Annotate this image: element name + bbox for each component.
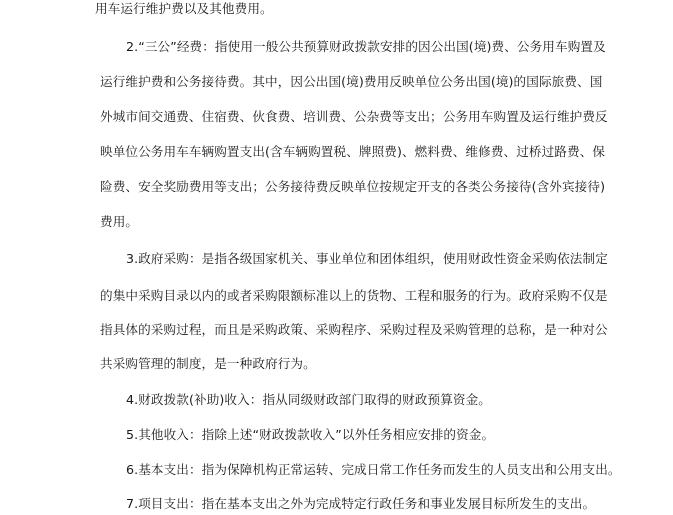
text-line-6: 险费、安全奖励费用等支出；公务接待费反映单位按规定开支的各类公务接待(含外宾接待) (100, 179, 606, 194)
text-line-13: 5.其他收入：指除上述“财政拨款收入”以外任务相应安排的资金。 (126, 427, 495, 442)
text-line-3: 运行维护费和公务接待费。其中，因公出国(境)费用反映单位公务出国(境)的国际旅费、国 (100, 74, 603, 89)
text-line-9: 的集中采购目录以内的或者采购限额标准以上的货物、工程和服务的行为。政府采购不仅是 (100, 288, 608, 303)
text-line-4: 外城市间交通费、住宿费、伙食费、培训费、公杂费等支出；公务用车购置及运行维护费反 (100, 109, 608, 124)
text-line-15: 7.项目支出：指在基本支出之外为完成特定行政任务和事业发展目标所发生的支出。 (126, 496, 596, 511)
text-line-12: 4.财政拨款(补助)收入：指从同级财政部门取得的财政预算资金。 (126, 392, 491, 407)
text-line-5: 映单位公务用车车辆购置支出(含车辆购置税、牌照费)、燃料费、维修费、过桥过路费、保 (100, 144, 606, 159)
text-line-11: 共采购管理的制度，是一种政府行为。 (100, 356, 316, 371)
text-line-10: 指具体的采购过程，而且是采购政策、采购程序、采购过程及采购管理的总称，是一种对公 (100, 322, 608, 337)
text-line-2: 2.“三公”经费：指使用一般公共预算财政拨款安排的因公出国(境)费、公务用车购置及 (126, 39, 606, 54)
text-line-7: 费用。 (100, 214, 139, 229)
text-line-1: 用车运行维护费以及其他费用。 (95, 1, 273, 16)
text-line-14: 6.基本支出：指为保障机构正常运转、完成日常工作任务而发生的人员支出和公用支出。 (126, 462, 621, 477)
text-line-8: 3.政府采购：是指各级国家机关、事业单位和团体组织，使用财政性资金采购依法制定 (126, 251, 608, 266)
